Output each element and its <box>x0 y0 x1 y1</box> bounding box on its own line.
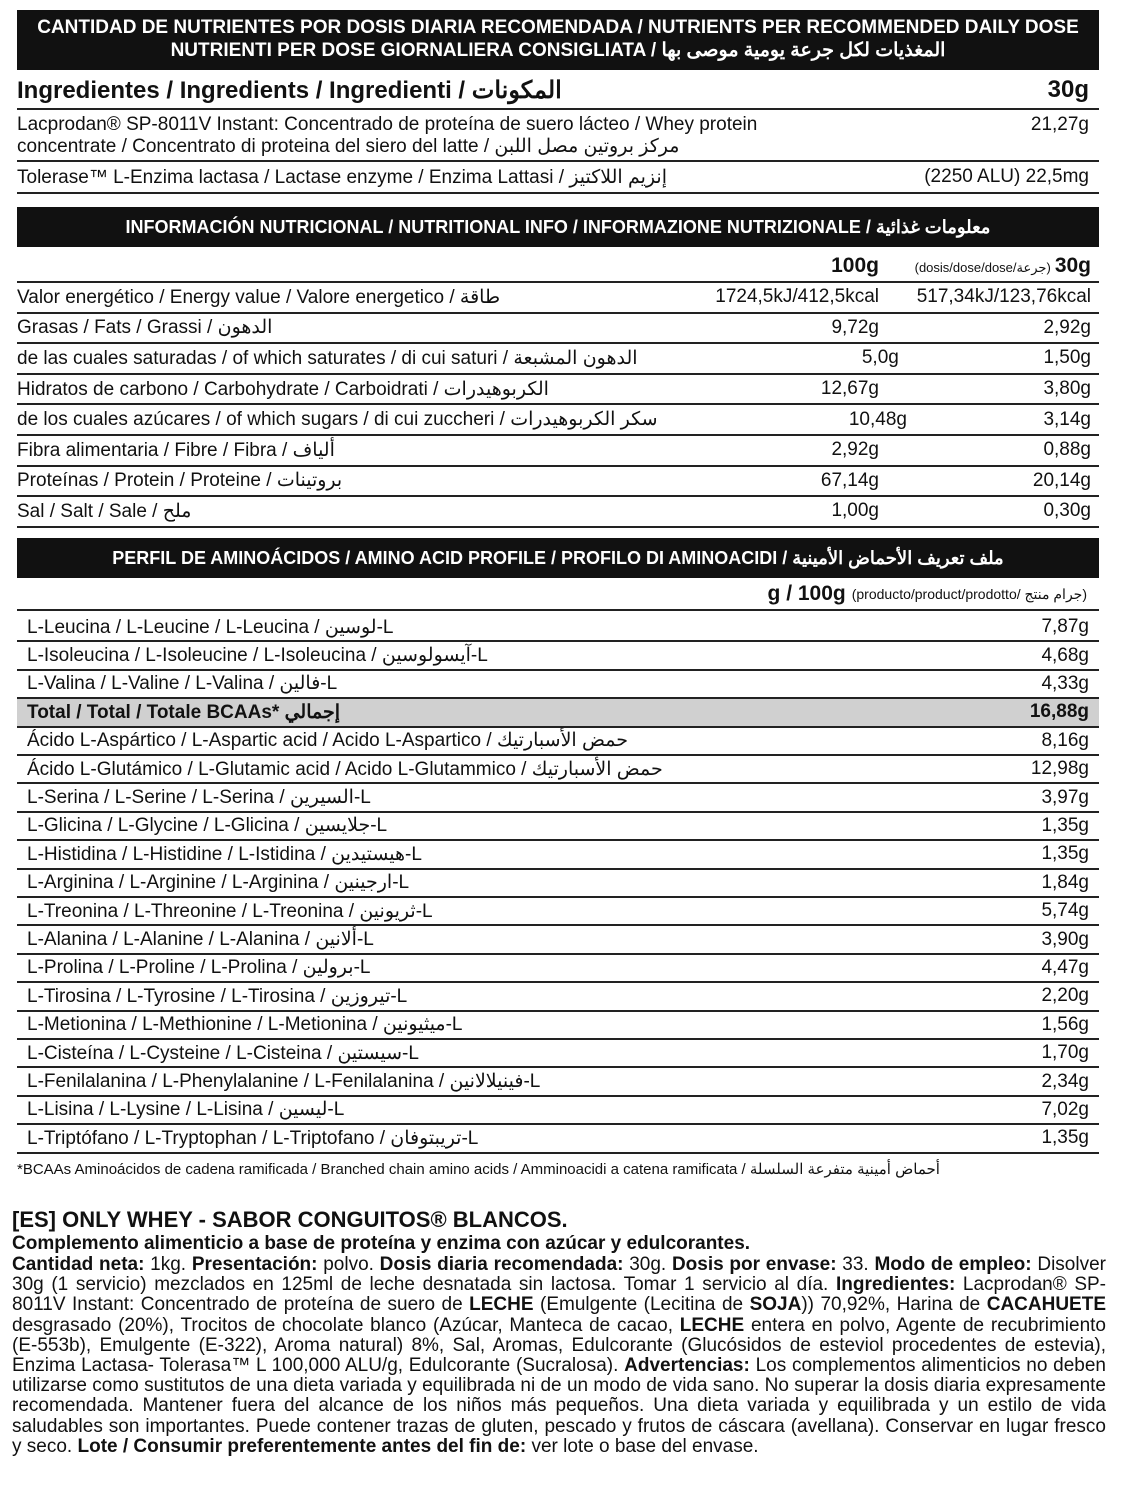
nutrient-value-dose: 2,92g <box>1043 316 1091 338</box>
amino-unit-note: (producto/product/prodotto/ جرام منتج) <box>851 585 1087 602</box>
bcaa-footnote: *BCAAs Aminoácidos de cadena ramificada / Branched chain amino acids / Amminoacidi a catena ramificata / أحماض أمينية متفرعة السلسلة <box>17 1161 940 1178</box>
nutrient-label: de los cuales azúcares / of which sugars / di cui zuccheri / سكر الكربوهيدرات <box>17 409 658 431</box>
amino-row <box>17 642 1099 670</box>
nutrient-label: Valor energético / Energy value / Valore energetico / طاقة <box>17 286 501 308</box>
amino-label: L-Alanina / L-Alanine / L-Alanina / ألانين-L <box>27 929 374 951</box>
ingredient-value: (2250 ALU) 22,5mg <box>924 166 1089 187</box>
nutrition-row <box>17 436 1099 467</box>
amino-value: 2,20g <box>1041 985 1089 1007</box>
amino-value: 4,33g <box>1041 672 1089 694</box>
nutrient-label: Fibra alimentaria / Fibre / Fibra / ألياف <box>17 439 335 461</box>
amino-label: L-Glicina / L-Glycine / L-Glicina / جلايسين-L <box>27 815 388 837</box>
amino-value: 2,34g <box>1041 1070 1089 1092</box>
amino-value: 1,35g <box>1041 843 1089 865</box>
amino-value: 5,74g <box>1041 900 1089 922</box>
amino-unit-header <box>17 579 1099 611</box>
nutrition-row <box>17 467 1099 498</box>
nutrition-row <box>17 405 1099 436</box>
amino-row <box>17 784 1099 812</box>
nutrition-row <box>17 344 1099 375</box>
amino-row <box>17 870 1099 898</box>
header-line-1: CANTIDAD DE NUTRIENTES POR DOSIS DIARIA RECOMENDADA / NUTRIENTS PER RECOMMENDED DAILY DOSE <box>37 17 1079 38</box>
amino-label: L-Leucina / L-Leucine / L-Leucina / لوسين-L <box>27 616 394 638</box>
amino-value: 8,16g <box>1041 729 1089 751</box>
amino-label: L-Cisteína / L-Cysteine / L-Cisteina / سيستين-L <box>27 1042 419 1064</box>
ingredient-label: Tolerase™ L-Enzima lactasa / Lactase enzyme / Enzima Lattasi / إنزيم اللاكتيز <box>17 166 667 188</box>
amino-row <box>17 1012 1099 1040</box>
amino-label: Total / Total / Totale BCAAs* إجمالي <box>27 701 341 723</box>
amino-acid-profile-title: PERFIL DE AMINOÁCIDOS / AMINO ACID PROFILE / PROFILO DI AMINOACIDI / ملف تعريف الأحماض الأمينية <box>112 548 1004 568</box>
amino-label: L-Valina / L-Valine / L-Valina / فالين-L <box>27 673 338 695</box>
nutrition-row <box>17 314 1099 345</box>
nutrient-value-100g: 2,92g <box>831 439 879 461</box>
nutrient-value-dose: 20,14g <box>1032 469 1091 491</box>
nutrient-label: de las cuales saturadas / of which saturates / di cui saturi / الدهون المشبعة <box>17 347 638 369</box>
nutrition-row <box>17 283 1099 314</box>
amino-row <box>17 614 1099 642</box>
nutrient-label: Sal / Salt / Sale / ملح <box>17 500 192 522</box>
amino-value: 16,88g <box>1029 701 1089 723</box>
nutrient-value-dose: 1,50g <box>1043 347 1091 369</box>
amino-value: 1,35g <box>1041 1127 1089 1149</box>
amino-row <box>17 898 1099 926</box>
amino-label: L-Lisina / L-Lysine / L-Lisina / ليسين-L <box>27 1099 345 1121</box>
amino-label: L-Serina / L-Serine / L-Serina / السيرين-L <box>27 787 371 809</box>
product-subtitle: Complemento alimenticio a base de proteína y enzima con azúcar y edulcorantes. <box>12 1233 751 1254</box>
amino-row <box>17 813 1099 841</box>
col-dose-note: (dosis/dose/dose/جرعة) <box>914 260 1051 275</box>
amino-value: 12,98g <box>1030 758 1089 780</box>
ingredients-header-value: 30g <box>1047 76 1089 103</box>
amino-label: L-Tirosina / L-Tyrosine / L-Tirosina / تيروزين-L <box>27 985 408 1007</box>
daily-dose-header-bar <box>17 10 1099 70</box>
amino-row <box>17 1068 1099 1096</box>
amino-row <box>17 728 1099 756</box>
amino-value: 4,47g <box>1041 956 1089 978</box>
amino-label: L-Fenilalanina / L-Phenylalanine / L-Fenilalanina / فينيلالانين-L <box>27 1071 541 1093</box>
amino-row <box>17 671 1099 699</box>
amino-row <box>17 756 1099 784</box>
nutrition-info-bar <box>17 207 1099 247</box>
amino-label: L-Treonina / L-Threonine / L-Treonina / ثريونين-L <box>27 900 433 922</box>
ingredient-row <box>17 110 1099 162</box>
nutrient-value-dose: 517,34kJ/123,76kcal <box>916 286 1091 308</box>
amino-label: Ácido L-Glutámico / L-Glutamic acid / Acido L-Glutammico / حمض الأسبارتيك <box>27 758 663 780</box>
amino-acid-profile-bar <box>17 538 1099 578</box>
amino-label: L-Prolina / L-Proline / L-Prolina / برولين-L <box>27 957 371 979</box>
nutrient-value-100g: 12,67g <box>820 378 879 400</box>
amino-value: 7,02g <box>1041 1098 1089 1120</box>
nutrient-value-100g: 1,00g <box>831 500 879 522</box>
nutrient-label: Proteínas / Protein / Proteine / بروتينات <box>17 470 343 492</box>
amino-unit: g / 100g <box>767 582 846 605</box>
col-30g: 30g <box>1054 254 1091 277</box>
nutrient-value-dose: 0,30g <box>1043 500 1091 522</box>
nutrition-column-header <box>17 251 1099 283</box>
nutrient-value-100g: 1724,5kJ/412,5kcal <box>715 286 879 308</box>
nutrition-info-title: INFORMACIÓN NUTRICIONAL / NUTRITIONAL INFO / INFORMAZIONE NUTRIZIONALE / معلومات غذائية <box>125 217 991 237</box>
nutrient-value-100g: 10,48g <box>848 408 907 430</box>
product-title: [ES] ONLY WHEY - SABOR CONGUITOS® BLANCOS. <box>12 1207 568 1232</box>
nutrient-value-100g: 9,72g <box>831 316 879 338</box>
amino-row <box>17 1125 1099 1153</box>
amino-value: 1,56g <box>1041 1013 1089 1035</box>
nutrient-value-100g: 67,14g <box>820 469 879 491</box>
nutrient-value-dose: 0,88g <box>1043 439 1091 461</box>
amino-total-row <box>17 699 1099 727</box>
amino-label: L-Triptófano / L-Tryptophan / L-Triptofano / تريبتوفان-L <box>27 1127 479 1149</box>
header-line-2: NUTRIENTI PER DOSE GIORNALIERA CONSIGLIATA / المغذيات لكل جرعة يومية موصى بها <box>170 40 946 61</box>
amino-row <box>17 1097 1099 1125</box>
nutrition-row <box>17 375 1099 406</box>
amino-label: Ácido L-Aspártico / L-Aspartic acid / Acido L-Aspartico / حمض الأسبارتيك <box>27 730 628 752</box>
amino-row <box>17 926 1099 954</box>
product-description <box>12 1207 1106 1457</box>
amino-value: 1,70g <box>1041 1042 1089 1064</box>
ingredient-row <box>17 162 1099 194</box>
amino-label: L-Arginina / L-Arginine / L-Arginina / ارجينين-L <box>27 872 410 894</box>
ingredient-value: 21,27g <box>1030 114 1089 135</box>
amino-row <box>17 841 1099 869</box>
amino-label: L-Metionina / L-Methionine / L-Metionina / ميثيونين-L <box>27 1014 463 1036</box>
amino-label: L-Isoleucina / L-Isoleucine / L-Isoleucina / آيسولوسين-L <box>27 645 488 667</box>
col-100g: 100g <box>831 254 879 277</box>
amino-value: 3,97g <box>1041 786 1089 808</box>
ingredients-header-row <box>17 72 1099 110</box>
nutrient-value-100g: 5,0g <box>861 347 899 369</box>
amino-label: L-Histidina / L-Histidine / L-Istidina / هيستيدين-L <box>27 843 422 865</box>
amino-value: 1,84g <box>1041 871 1089 893</box>
amino-value: 1,35g <box>1041 814 1089 836</box>
ingredients-header-label: Ingredientes / Ingredients / Ingredienti / المكونات <box>17 76 562 104</box>
amino-row <box>17 1040 1099 1068</box>
nutrition-row <box>17 497 1099 528</box>
nutrient-value-dose: 3,14g <box>1043 408 1091 430</box>
nutrient-label: Hidratos de carbono / Carbohydrate / Carboidrati / الكربوهيدرات <box>17 378 549 400</box>
amino-row <box>17 983 1099 1011</box>
product-details: Cantidad neta: 1kg. Presentación: polvo. Dosis diaria recomendada: 30g. Dosis por envase: 33. Modo de empleo: Disolver 30g (1 servicio) mezclados en 125ml de leche desnatada sin lactosa. Tomar 1 servicio al día. Ingredientes: Lacprodan® SP-8011V Instant: Concentrado de proteína de suero de LECHE (Emulgente (Lecitina de SOJA)) 70,92%, Harina de CACAHUETE desgrasado (20%), Trocitos de chocolate blanco (Azúcar, Manteca de cacao, LECHE entera en polvo, Agente de recubrimiento (E-553b), Emulgente (E-322), Aroma natural) 8%, Sal, Aromas, Edulcorante (Glucósidos de esteviol procedentes de estevia), Enzima Lactasa- Tolerasa™ L 100,000 ALU/g, Edulcorante (Sucralosa). Advertencias: Los complementos alimenticios no deben utilizarse como sustitutos de una dieta variada y equilibrada ni de un modo de vida sano. No superar la dosis diaria expresamente recomendada. Mantener fuera del alcance de los niños más pequeños. Una dieta variada y equilibrada y un estilo de vida saludables son importantes. Puede contener trazas de gluten, pescado y frutos de cáscara (avellana). Conservar en lugar fresco y seco. Lote / Consumir preferentemente antes del fin de: ver lote o base del envase. <box>12 1254 1106 1457</box>
amino-value: 4,68g <box>1041 644 1089 666</box>
amino-value: 3,90g <box>1041 928 1089 950</box>
nutrient-value-dose: 3,80g <box>1043 378 1091 400</box>
ingredient-label: Lacprodan® SP-8011V Instant: Concentrado de proteína de suero lácteo / Whey protein concentrate / Concentrato di proteina del siero del latte / مركز بروتين مصل اللبن <box>17 114 758 157</box>
amino-row <box>17 955 1099 983</box>
nutrient-label: Grasas / Fats / Grassi / الدهون <box>17 317 273 339</box>
amino-value: 7,87g <box>1041 616 1089 638</box>
